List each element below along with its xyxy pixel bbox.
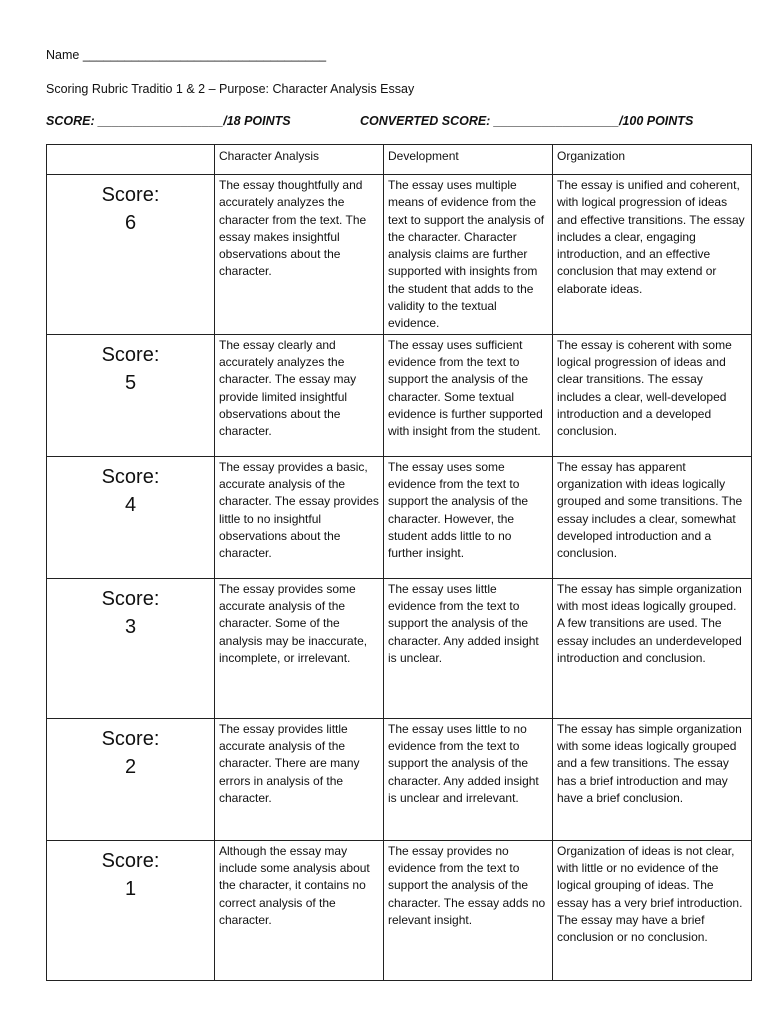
character-analysis-cell: The essay clearly and accurately analyzes the character. The essay may provide limited insightful observations about the character. bbox=[215, 334, 384, 456]
development-cell: The essay uses sufficient evidence from the text to support the analysis of the character. Some textual evidence is further supported with insight from the student. bbox=[384, 334, 553, 456]
score-number: 5 bbox=[124, 371, 137, 394]
table-row bbox=[47, 175, 752, 335]
organization-cell: The essay has apparent organization with ideas logically grouped and some transitions. The essay includes a clear, somewhat developed introduction and a conclusion. bbox=[553, 456, 752, 578]
development-cell: The essay uses little evidence from the text to support the analysis of the character. Any added insight is unclear. bbox=[384, 578, 553, 718]
character-analysis-cell: The essay provides some accurate analysis of the character. Some of the analysis may be inaccurate, incomplete, or irrelevant. bbox=[215, 578, 384, 718]
score-label: SCORE: __________________/18 POINTS bbox=[46, 114, 291, 128]
character-analysis-cell: The essay thoughtfully and accurately analyzes the character from the text. The essay makes insightful observations about the character. bbox=[215, 175, 384, 335]
score-cell bbox=[47, 175, 215, 335]
table-row bbox=[47, 456, 752, 578]
table-row bbox=[47, 840, 752, 980]
score-word: Score: bbox=[101, 184, 160, 206]
header-cell-character-analysis: Character Analysis bbox=[215, 145, 384, 175]
score-word: Score: bbox=[101, 727, 160, 750]
score-cell bbox=[47, 456, 215, 578]
organization-cell: The essay has simple organization with most ideas logically grouped. A few transitions are used. The essay includes an underdeveloped introduction and conclusion. bbox=[553, 578, 752, 718]
score-cell bbox=[47, 840, 215, 980]
table-row bbox=[47, 718, 752, 840]
score-number: 1 bbox=[124, 877, 137, 900]
score-number: 6 bbox=[124, 212, 137, 234]
score-word: Score: bbox=[101, 343, 160, 366]
score-number: 3 bbox=[124, 615, 137, 638]
header-cell-organization: Organization bbox=[553, 145, 752, 175]
score-number: 4 bbox=[124, 493, 137, 516]
score-line bbox=[46, 113, 694, 129]
score-cell bbox=[47, 718, 215, 840]
character-analysis-cell: The essay provides a basic, accurate analysis of the character. The essay provides little to no insightful observations about the character. bbox=[215, 456, 384, 578]
rubric-table bbox=[46, 144, 752, 981]
development-cell: The essay uses little to no evidence from the text to support the analysis of the character. Any added insight is unclear and irrelevant. bbox=[384, 718, 553, 840]
score-word: Score: bbox=[101, 587, 160, 610]
character-analysis-cell: Although the essay may include some analysis about the character, it contains no correct analysis of the character. bbox=[215, 840, 384, 980]
score-cell bbox=[47, 334, 215, 456]
development-cell: The essay provides no evidence from the text to support the analysis of the character. The essay adds no relevant insight. bbox=[384, 840, 553, 980]
development-cell: The essay uses some evidence from the text to support the analysis of the character. However, the student adds little to no further insight. bbox=[384, 456, 553, 578]
table-row bbox=[47, 334, 752, 456]
header-cell-empty bbox=[47, 145, 215, 175]
organization-cell: The essay has simple organization with some ideas logically grouped and a few transitions. The essay has a brief introduction and may have a brief conclusion. bbox=[553, 718, 752, 840]
organization-cell: The essay is coherent with some logical progression of ideas and clear transitions. The essay includes a clear, well-developed introduction and a developed conclusion. bbox=[553, 334, 752, 456]
score-word: Score: bbox=[101, 465, 160, 488]
score-number: 2 bbox=[124, 755, 137, 778]
organization-cell: The essay is unified and coherent, with logical progression of ideas and effective transitions. The essay includes a clear, engaging introduction, and an effective conclusion that may extend or elaborate ideas. bbox=[553, 175, 752, 335]
table-header-row bbox=[47, 145, 752, 175]
name-field-line: Name ___________________________________ bbox=[46, 48, 327, 62]
converted-score-label: CONVERTED SCORE: __________________/100 POINTS bbox=[360, 114, 694, 128]
organization-cell: Organization of ideas is not clear, with little or no evidence of the logical grouping of ideas. The essay has a very brief introduction. The essay may have a brief conclusion or no conclusion. bbox=[553, 840, 752, 980]
development-cell: The essay uses multiple means of evidence from the text to support the analysis of the character. Character analysis claims are further supported with insights from the student that adds to the validity to the textual evidence. bbox=[384, 175, 553, 335]
score-word: Score: bbox=[101, 849, 160, 872]
table-row bbox=[47, 578, 752, 718]
score-cell bbox=[47, 578, 215, 718]
rubric-title: Scoring Rubric Traditio 1 & 2 – Purpose: Character Analysis Essay bbox=[46, 82, 415, 96]
header-cell-development: Development bbox=[384, 145, 553, 175]
character-analysis-cell: The essay provides little accurate analysis of the character. There are many errors in analysis of the character. bbox=[215, 718, 384, 840]
